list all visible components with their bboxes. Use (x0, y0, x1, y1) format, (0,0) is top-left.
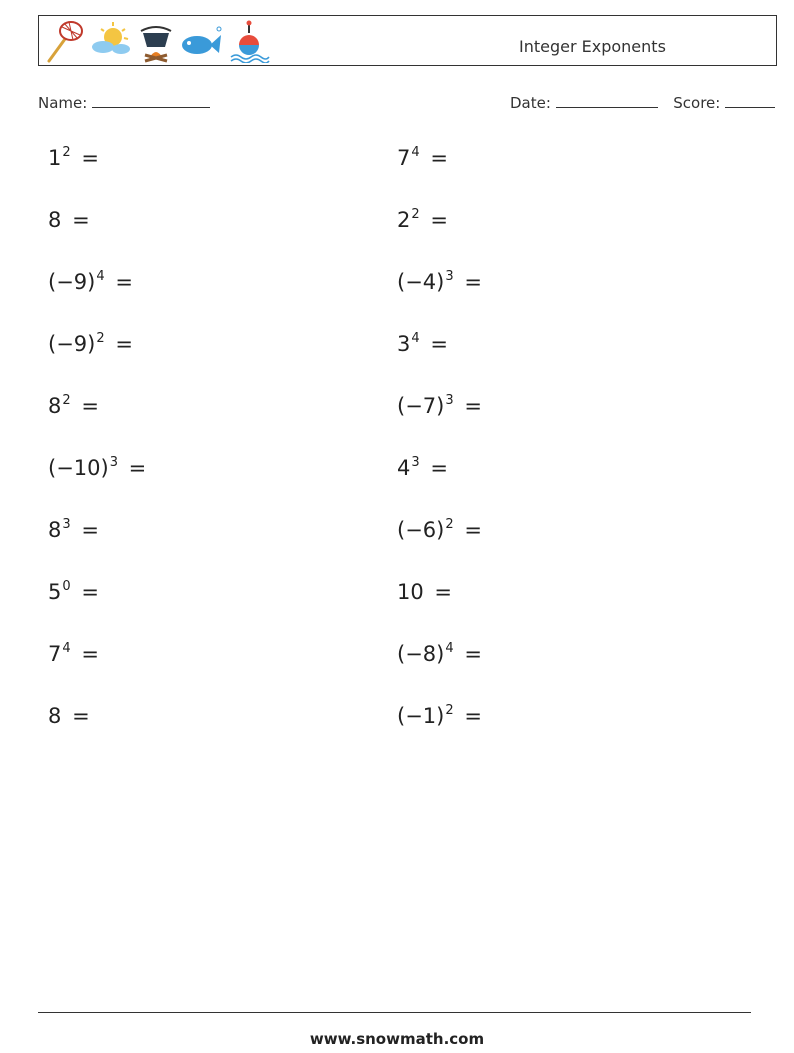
problem-exponent: 2 (411, 207, 420, 222)
problem-base: 8 (48, 208, 62, 232)
problem-equals: = (464, 704, 482, 728)
problem-equals: = (72, 704, 90, 728)
problem-right-1 (397, 146, 448, 170)
problem-exponent: 2 (96, 331, 105, 346)
problem-equals: = (464, 518, 482, 542)
problem-base: 5 (48, 580, 62, 604)
problem-exponent: 2 (445, 703, 454, 718)
problem-base: 3 (397, 332, 411, 356)
problem-base: (−1) (397, 704, 445, 728)
problem-exponent: 4 (445, 641, 454, 656)
problem-left-7 (48, 518, 99, 542)
problem-base: 10 (397, 580, 424, 604)
problem-right-3 (397, 270, 482, 294)
score-label: Score: (673, 94, 721, 112)
problem-equals: = (430, 146, 448, 170)
problem-equals: = (464, 270, 482, 294)
problem-base: 1 (48, 146, 62, 170)
problem-equals: = (115, 332, 133, 356)
problem-equals: = (81, 394, 99, 418)
problem-right-10 (397, 704, 482, 728)
worksheet-header (38, 15, 777, 66)
problem-right-2 (397, 208, 448, 232)
problem-equals: = (430, 208, 448, 232)
problem-right-8 (397, 580, 452, 604)
problem-exponent: 4 (411, 145, 420, 160)
problem-equals: = (72, 208, 90, 232)
problem-exponent: 3 (109, 455, 118, 470)
worksheet-title: Integer Exponents (519, 37, 666, 56)
problem-equals: = (430, 332, 448, 356)
score-blank (725, 93, 775, 108)
problem-left-3 (48, 270, 133, 294)
fish-icon (179, 19, 223, 63)
problem-equals: = (128, 456, 147, 480)
date-label: Date: (510, 94, 551, 112)
sun-cloud-icon (89, 19, 133, 63)
problem-right-4 (397, 332, 448, 356)
problem-right-6 (397, 456, 448, 480)
problem-base: (−7) (397, 394, 445, 418)
problem-equals: = (464, 642, 482, 666)
date-score-field (510, 93, 775, 112)
problem-exponent: 4 (411, 331, 420, 346)
problem-left-4 (48, 332, 133, 356)
problem-left-10 (48, 704, 90, 728)
problem-equals: = (81, 146, 99, 170)
problem-exponent: 2 (445, 517, 454, 532)
problem-equals: = (81, 518, 99, 542)
name-label: Name: (38, 94, 88, 112)
problem-exponent: 3 (445, 393, 454, 408)
header-icons (45, 18, 271, 64)
problem-exponent: 0 (62, 579, 71, 594)
problem-right-9 (397, 642, 482, 666)
problem-exponent: 3 (445, 269, 454, 284)
problem-base: (−10) (48, 456, 109, 480)
problem-base: (−9) (48, 270, 96, 294)
problem-left-6 (48, 456, 146, 480)
date-blank (556, 93, 658, 108)
problem-exponent: 3 (62, 517, 71, 532)
problem-base: 8 (48, 518, 62, 542)
problem-left-5 (48, 394, 99, 418)
problem-base: (−4) (397, 270, 445, 294)
footer-divider (38, 1012, 751, 1013)
problem-equals: = (430, 456, 448, 480)
problem-right-7 (397, 518, 482, 542)
problem-exponent: 4 (62, 641, 71, 656)
problem-right-5 (397, 394, 482, 418)
problem-left-9 (48, 642, 99, 666)
problem-exponent: 4 (96, 269, 105, 284)
problem-equals: = (464, 394, 482, 418)
problem-left-8 (48, 580, 99, 604)
problem-base: 7 (397, 146, 411, 170)
problem-base: (−9) (48, 332, 96, 356)
footer-website: www.snowmath.com (309, 1030, 485, 1048)
problem-equals: = (115, 270, 133, 294)
problem-equals: = (81, 642, 99, 666)
name-blank (92, 93, 210, 108)
problem-base: (−8) (397, 642, 445, 666)
problem-equals: = (434, 580, 453, 604)
problem-base: 8 (48, 704, 62, 728)
problem-exponent: 3 (411, 455, 420, 470)
problem-exponent: 2 (62, 393, 71, 408)
butterfly-net-icon (45, 19, 85, 63)
problem-base: 2 (397, 208, 411, 232)
name-field (38, 93, 210, 112)
campfire-pot-icon (137, 19, 175, 63)
problem-base: 7 (48, 642, 62, 666)
fishing-bobber-icon (227, 19, 271, 63)
problem-exponent: 2 (62, 145, 71, 160)
problem-equals: = (81, 580, 99, 604)
problem-left-2 (48, 208, 90, 232)
problem-base: 8 (48, 394, 62, 418)
problem-left-1 (48, 146, 99, 170)
problem-base: 4 (397, 456, 411, 480)
problem-base: (−6) (397, 518, 445, 542)
